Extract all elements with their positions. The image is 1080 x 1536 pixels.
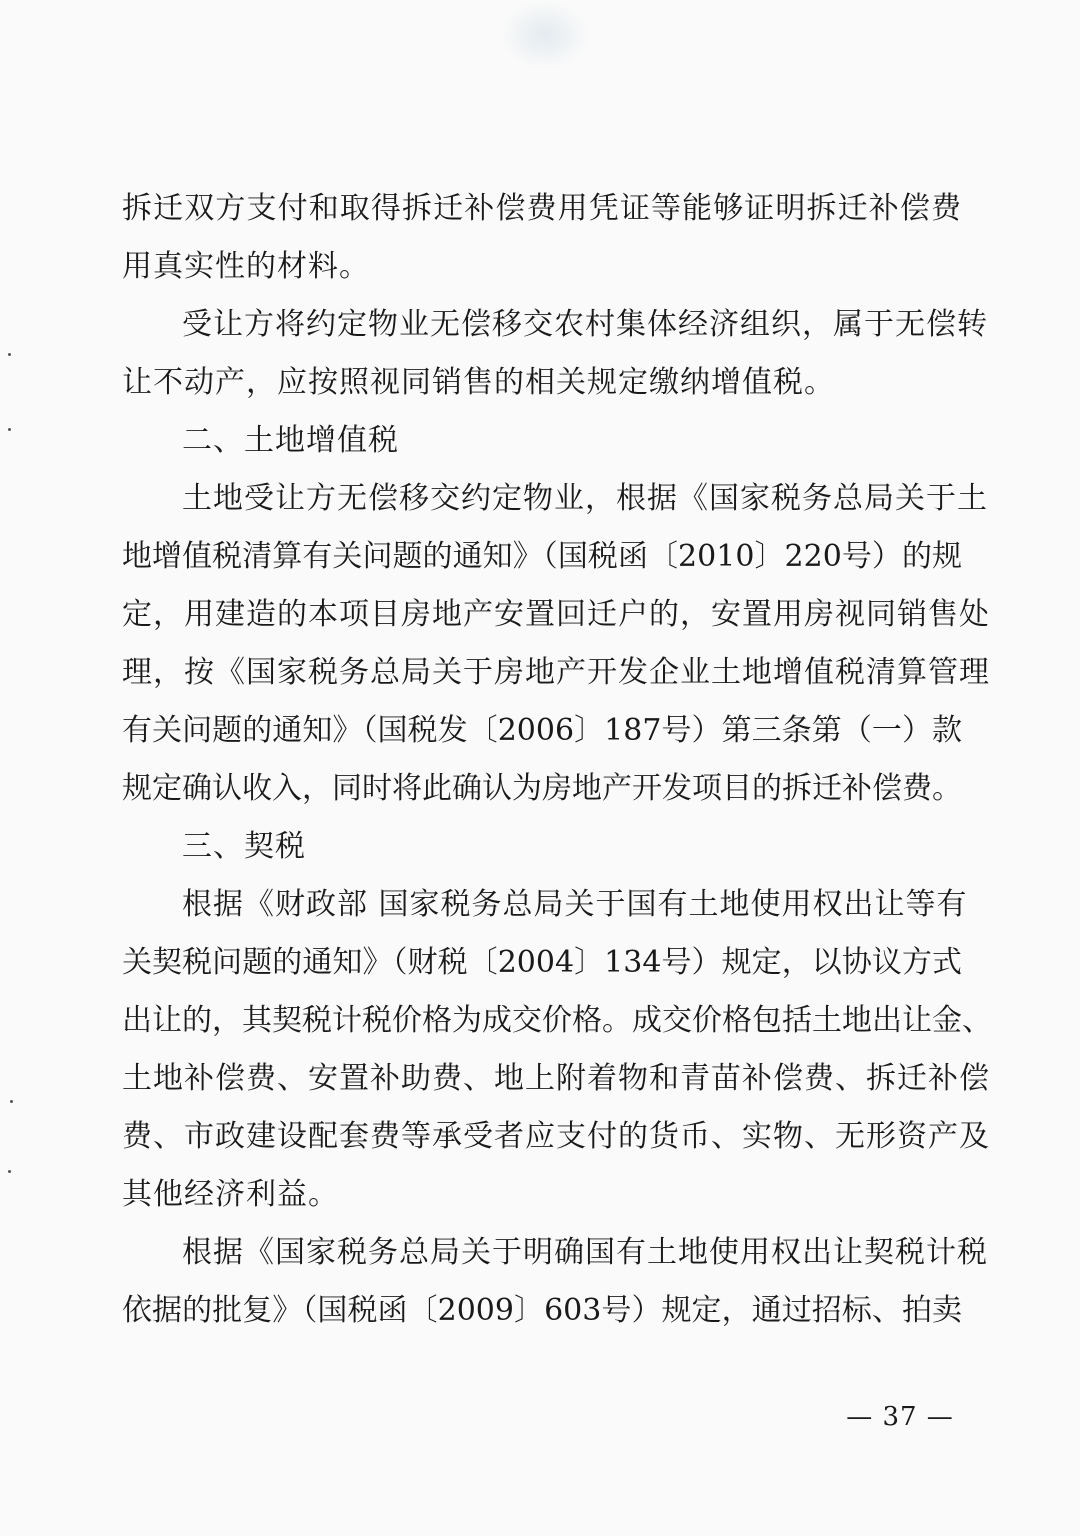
text-line: 定，用建造的本项目房地产安置回迁户的，安置用房视同销售处: [122, 597, 990, 632]
text-line: 依据的批复》（国税函〔2009〕603号）规定，通过招标、拍卖: [122, 1293, 962, 1328]
text-line: 土地补偿费、安置补助费、地上附着物和青苗补偿费、拆迁补偿: [122, 1061, 990, 1096]
text-line: 土地受让方无偿移交约定物业，根据《国家税务总局关于土: [182, 481, 988, 516]
text-line: 拆迁双方支付和取得拆迁补偿费用凭证等能够证明拆迁补偿费: [122, 191, 962, 226]
scan-smudge: [500, 0, 590, 70]
body-text: [122, 184, 992, 1344]
text-line: 规定确认收入，同时将此确认为房地产开发项目的拆迁补偿费。: [122, 771, 962, 806]
scan-speck: [10, 1100, 13, 1103]
text-line: 地增值税清算有关问题的通知》（国税函〔2010〕220号）的规: [122, 539, 962, 574]
text-line: 用真实性的材料。: [122, 249, 370, 284]
text-line: 出让的，其契税计税价格为成交价格。成交价格包括土地出让金、: [122, 1003, 992, 1038]
section-heading: 三、契税: [182, 829, 306, 864]
text-line: 关契税问题的通知》（财税〔2004〕134号）规定，以协议方式: [122, 945, 962, 980]
scan-speck: [8, 428, 11, 431]
text-line: 让不动产，应按照视同销售的相关规定缴纳增值税。: [122, 365, 835, 400]
text-line: 其他经济利益。: [122, 1177, 339, 1212]
text-line: 根据《财政部 国家税务总局关于国有土地使用权出让等有: [182, 887, 968, 922]
scan-speck: [8, 353, 11, 356]
text-line: 理，按《国家税务总局关于房地产开发企业土地增值税清算管理: [122, 655, 990, 690]
text-line: 受让方将约定物业无偿移交农村集体经济组织，属于无偿转: [182, 307, 988, 342]
text-line: 根据《国家税务总局关于明确国有土地使用权出让契税计税: [182, 1235, 988, 1270]
page-number: — 37 —: [846, 1402, 954, 1432]
text-line: 费、市政建设配套费等承受者应支付的货币、实物、无形资产及: [122, 1119, 990, 1154]
section-heading: 二、土地增值税: [182, 423, 399, 458]
text-line: 有关问题的通知》（国税发〔2006〕187号）第三条第（一）款: [122, 713, 962, 748]
scan-speck: [8, 1170, 11, 1173]
